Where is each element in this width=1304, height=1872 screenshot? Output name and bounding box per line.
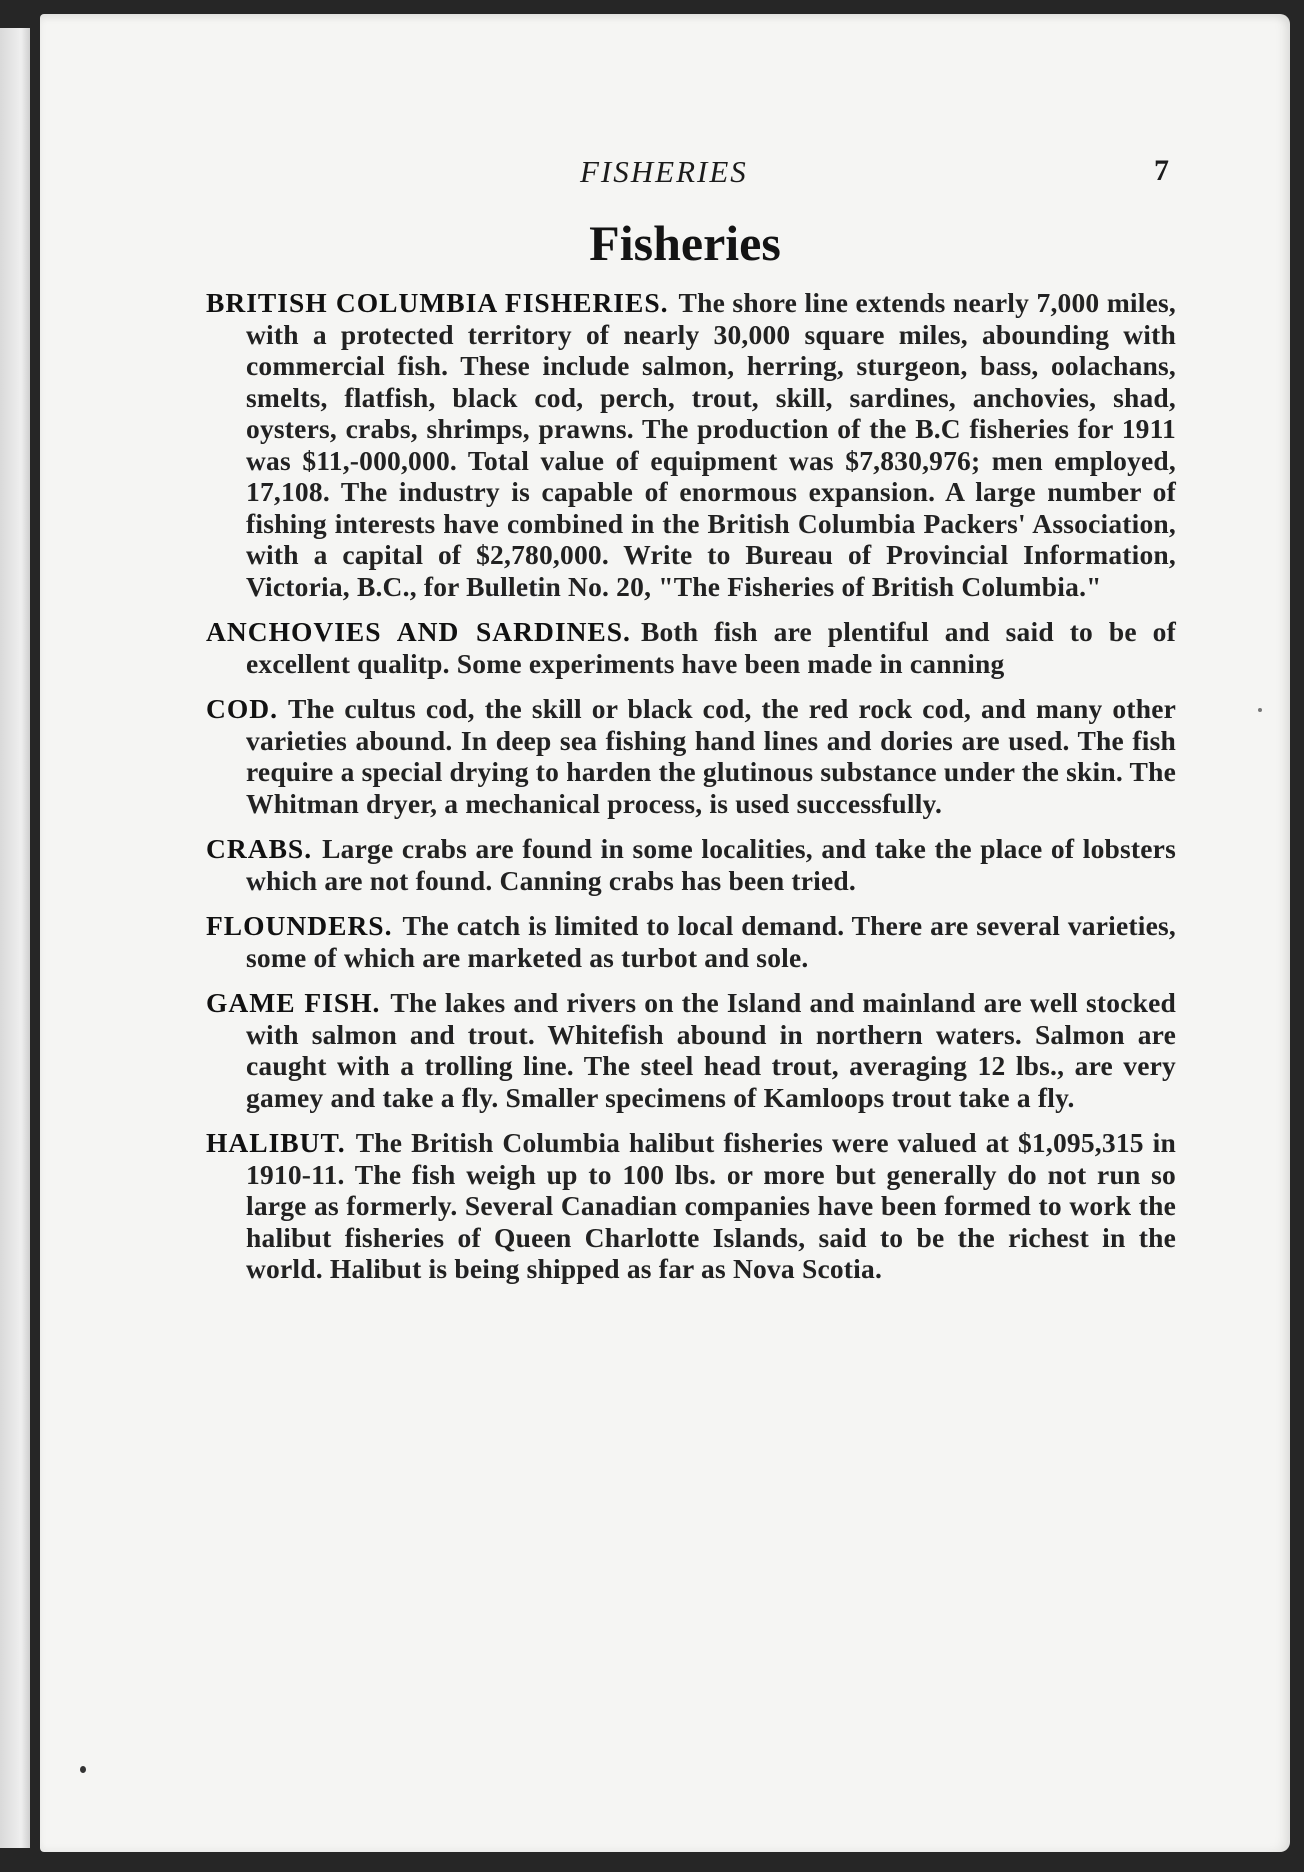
- entry-text: The shore line extends nearly 7,000 miles, with a protected territory of nearly 30,000 square miles, abounding with commercial fish. These include salmon, herring, sturgeon, bass, oolachans, smelts, flatfish, black cod, perch, trout, skill, sardines, anchovies, shad, oysters, crabs, shrimps, prawns. The production of the B.C fisheries for 1911 was $11,-000,000. Total value of equipment was $7,830,976; men employed, 17,108. The industry is capable of enormous expansion. A large number of fishing interests have combined in the British Columbia Packers' Association, with a capital of $2,780,000. Write to Bureau of Provincial Information, Victoria, B.C., for Bulletin No. 20, "The Fisheries of British Columbia.": [246, 287, 1176, 602]
- entry-flounders: [206, 910, 1176, 973]
- entry-heading: BRITISH COLUMBIA FISHERIES.: [206, 287, 669, 318]
- entry-heading: FLOUNDERS.: [206, 910, 393, 941]
- page-title: Fisheries: [589, 215, 781, 271]
- entry-text: The British Columbia halibut fisheries were valued at $1,095,315 in 1910-11. The fish weigh up to 100 lbs. or more but generally do not run so large as formerly. Several Canadian companies have been formed to work the halibut fisheries of Queen Charlotte Islands, said to be the richest in the world. Halibut is being shipped as far as Nova Scotia.: [246, 1127, 1176, 1284]
- entry-text: Both fish are plentiful and said to be of excellent qualitp. Some experiments have been made in canning: [246, 616, 1176, 679]
- entry-crabs: [206, 833, 1176, 896]
- entry-british-columbia-fisheries: [206, 287, 1176, 602]
- page-number: 7: [1154, 154, 1169, 187]
- facing-page-edge: [0, 28, 30, 1848]
- page-sheet: [40, 14, 1290, 1852]
- ink-speck: [80, 1766, 86, 1773]
- running-head: FISHERIES: [580, 154, 748, 189]
- entry-text: Large crabs are found in some localities, and take the place of lobsters which are not found. Canning crabs has been tried.: [246, 833, 1176, 896]
- entry-heading: HALIBUT.: [206, 1127, 346, 1158]
- entry-heading: COD.: [206, 693, 278, 724]
- entry-text: The cultus cod, the skill or black cod, the red rock cod, and many other varieties abound. In deep sea fishing hand lines and dories are used. The fish require a special drying to harden the glutinous substance under the skin. The Whitman dryer, a mechanical process, is used successfully.: [246, 693, 1176, 819]
- entry-cod: [206, 693, 1176, 819]
- entry-text: The catch is limited to local demand. There are several varieties, some of which are marketed as turbot and sole.: [246, 910, 1176, 973]
- entry-anchovies-and-sardines: [206, 616, 1176, 679]
- entry-heading: ANCHOVIES AND SARDINES.: [206, 616, 631, 647]
- entry-heading: GAME FISH.: [206, 987, 381, 1018]
- entry-heading: CRABS.: [206, 833, 313, 864]
- entry-text: The lakes and rivers on the Island and mainland are well stocked with salmon and trout. Whitefish abound in northern waters. Salmon are caught with a trolling line. The steel head trout, averaging 12 lbs., are very gamey and take a fly. Smaller specimens of Kamloops trout take a fly.: [246, 987, 1176, 1113]
- entry-halibut: [206, 1127, 1176, 1285]
- entries-list: [206, 287, 1176, 1299]
- entry-game-fish: [206, 987, 1176, 1113]
- ink-speck: [1258, 708, 1262, 712]
